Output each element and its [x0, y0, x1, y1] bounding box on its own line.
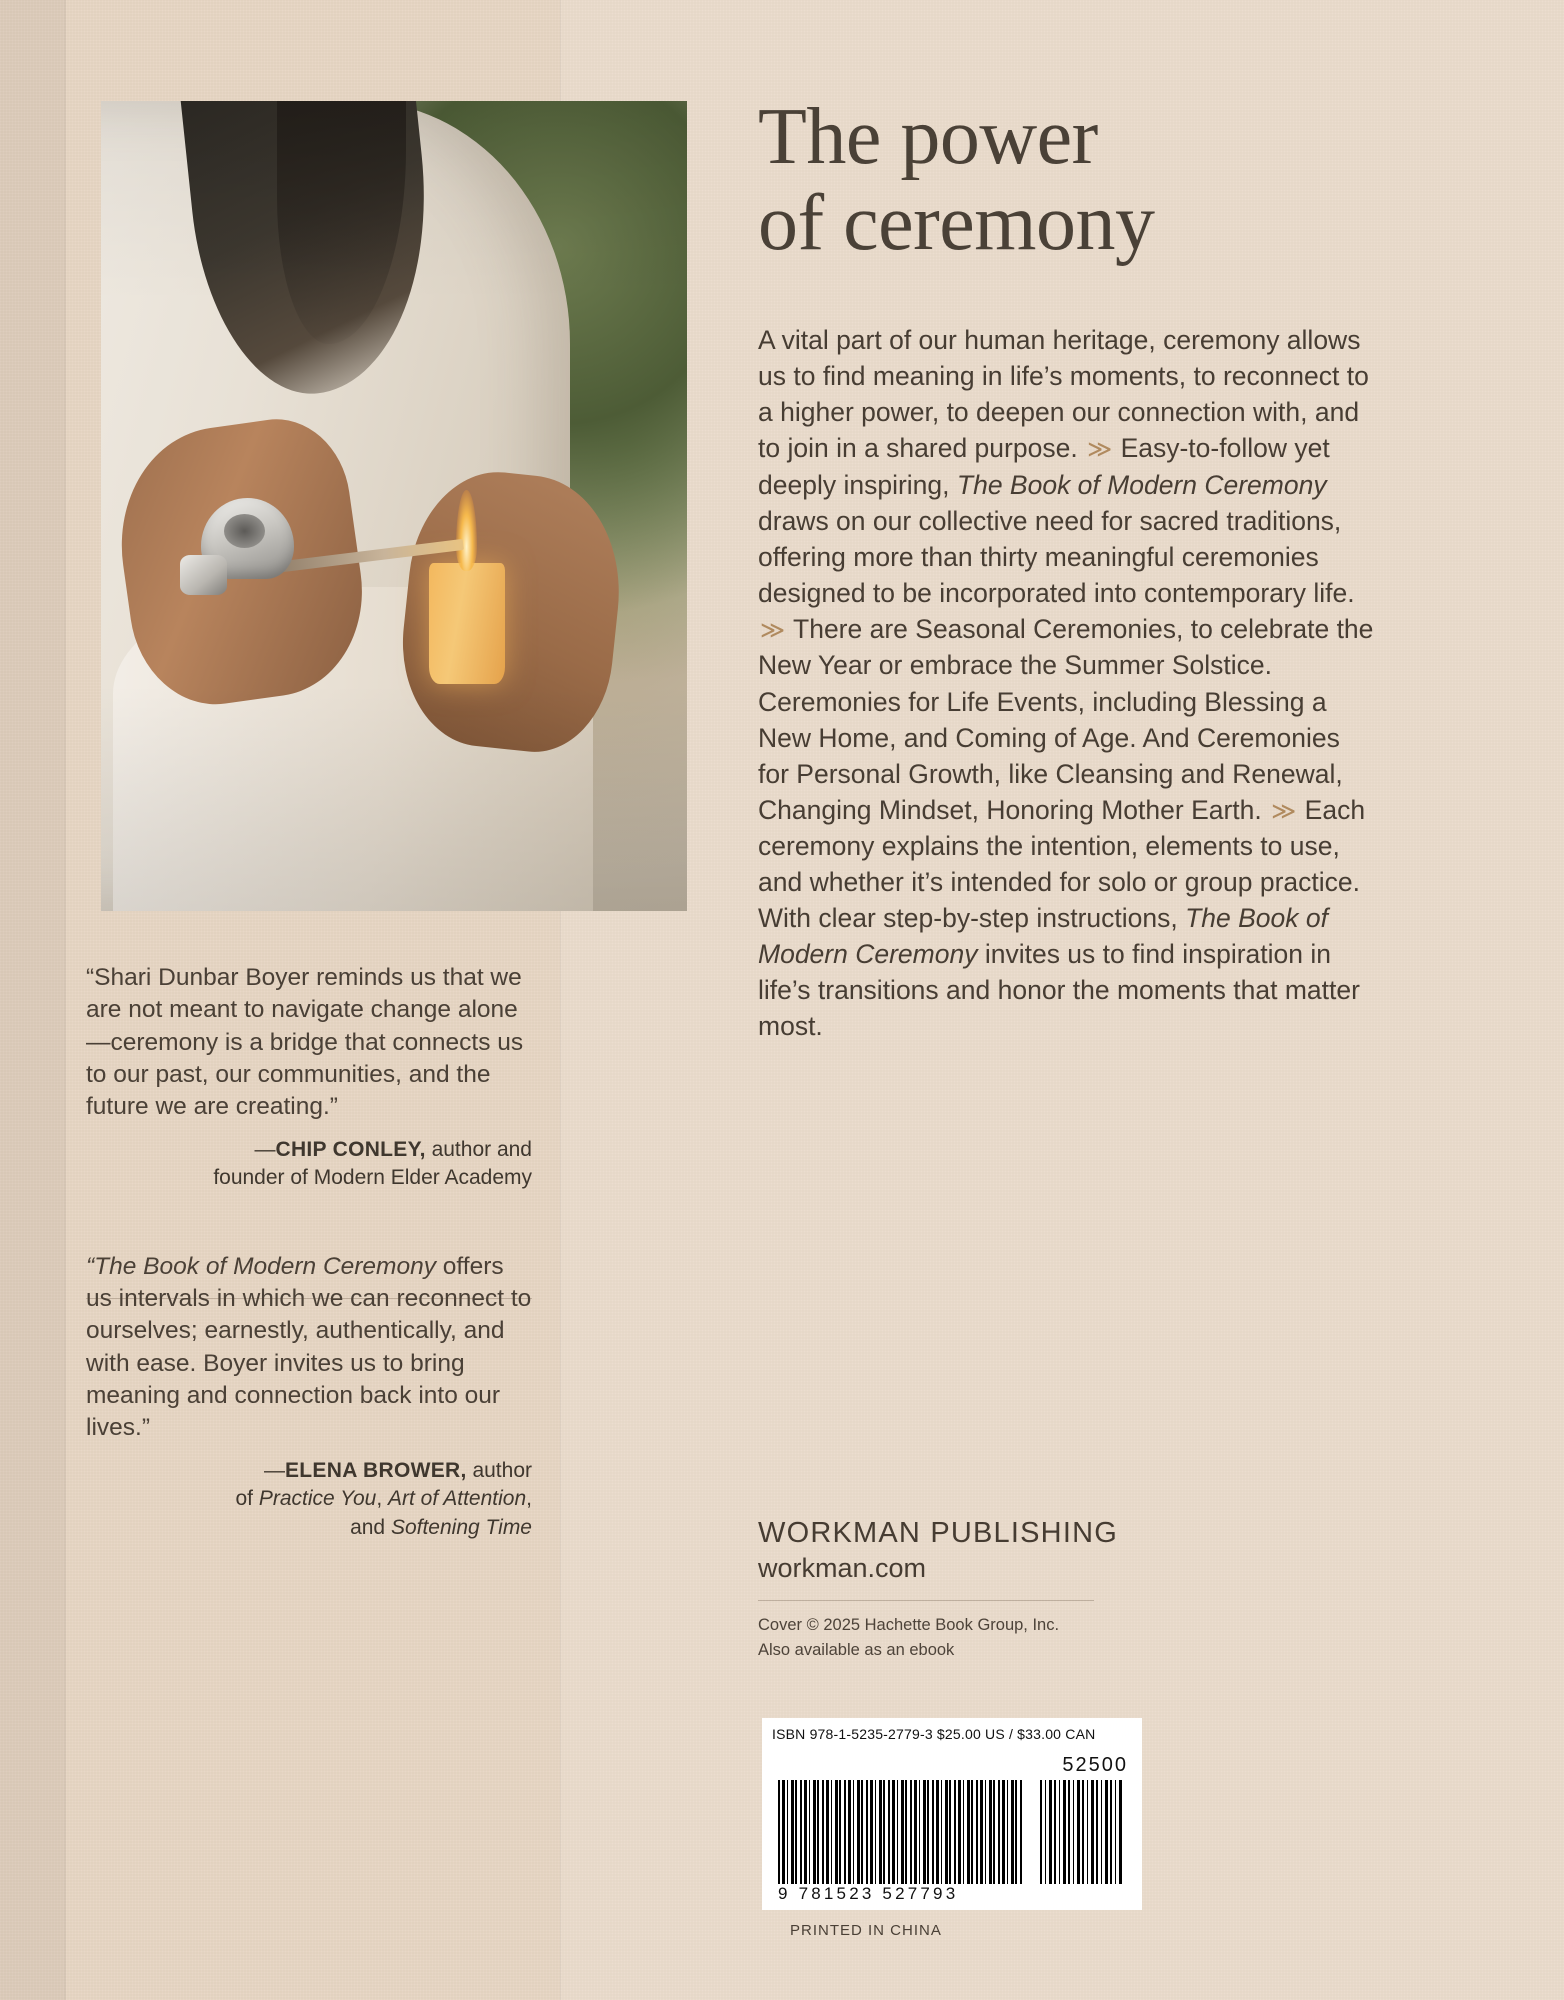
publisher-block [758, 1515, 1458, 1663]
blurb-paragraph-1: A vital part of our human heritage, ceremony allows us to find meaning in life’s moments, to reconnect to a higher power, to deepen our connection with, and to join in a shared purpose. [758, 325, 1369, 464]
quote-block-1 [86, 962, 532, 1193]
barcode-bars-main [778, 1780, 1024, 1884]
quote-text-1: “Shari Dunbar Boyer reminds us that we are not meant to navigate change alone—ceremony is a bridge that connects us to our past, our communities, and the future we are creating.” [86, 964, 524, 1121]
barcode-digits: 9 781523 527793 [778, 1884, 959, 1903]
section-marker-icon-3: ≫ [1271, 797, 1296, 825]
attr-line2-pre-2: of [235, 1487, 259, 1511]
attr-comma-2: , [526, 1487, 532, 1511]
quote-attribution-1 [86, 1136, 532, 1193]
quotes-divider [86, 1298, 532, 1299]
section-marker-icon-1: ≫ [1087, 436, 1112, 464]
attr-line3-pre-2: and [350, 1515, 391, 1539]
quote-text-2 [86, 1251, 532, 1445]
blurb-paragraph-4-post: invites us to find inspiration in life’s transitions and honor the moments that matter most. [758, 939, 1360, 1042]
back-cover-blurb [758, 322, 1378, 1044]
endorsement-quotes [86, 962, 532, 1578]
attr-name-1: CHIP CONLEY, [275, 1137, 426, 1161]
barcode [762, 1718, 1142, 1910]
page-title [758, 95, 1518, 266]
quote-2-title: “The Book of Modern Ceremony [86, 1252, 436, 1280]
attr-dash-1: — [254, 1137, 276, 1161]
barcode-addon-value: 52500 [1062, 1754, 1128, 1776]
publisher-rule [758, 1600, 1094, 1601]
publisher-name: WORKMAN PUBLISHING [758, 1517, 1118, 1549]
attr-dash-2: — [263, 1458, 285, 1482]
attr-book-3: Softening Time [390, 1515, 532, 1539]
blurb-paragraph-3: There are Seasonal Ceremonies, to celebrate the New Year or embrace the Summer Solstice. Ceremonies for Life Events, including Blessing a New Home, and Coming of Age. And Ceremonies for Personal Growth, like Cleansing and Renewal, Changing Mindset, Honoring Mother Earth. [758, 613, 1374, 825]
quote-block-2 [86, 1251, 532, 1543]
attr-book-2: Art of Attention [388, 1487, 527, 1511]
spine-edge-line [64, 0, 66, 2000]
ebook-line: Also available as an ebook [758, 1641, 955, 1660]
attr-line2-1: founder of Modern Elder Academy [213, 1166, 532, 1190]
blurb-paragraph-2-post: draws on our collective need for sacred traditions, offering more than thirty meaningful ceremonies designed to be incorporated into contemporary life. [758, 505, 1355, 608]
copyright-line: Cover © 2025 Hachette Book Group, Inc. [758, 1616, 1060, 1635]
quote-attribution-2 [86, 1457, 532, 1543]
publisher-url[interactable]: workman.com [758, 1553, 927, 1584]
attr-book-1: Practice You [258, 1487, 377, 1511]
blurb-paragraph-2-pre: Easy-to-follow yet deeply inspiring, [758, 433, 1330, 500]
photo-vignette [101, 101, 687, 911]
headline-line-1: The power [758, 93, 1098, 181]
headline-line-2: of ceremony [758, 178, 1155, 267]
book-title-mention-1: The Book of Modern Ceremony [956, 469, 1327, 500]
attr-role-2: author [466, 1458, 532, 1482]
book-title-mention-2: The Book of Modern Ceremony [758, 903, 1328, 970]
cover-photo [101, 101, 687, 911]
attr-role-1: author and [425, 1137, 532, 1161]
printed-in-label: PRINTED IN CHINA [790, 1922, 942, 1939]
attr-name-2: ELENA BROWER, [284, 1458, 467, 1482]
blurb-paragraph-4-pre: Each ceremony explains the intention, elements to use, and whether it’s intended for solo or group practice. With clear step-by-step instructions, [758, 794, 1366, 934]
barcode-isbn-price: ISBN 978-1-5235-2779-3 $25.00 US / $33.00 CAN [772, 1726, 1096, 1742]
spine-band [0, 0, 64, 2000]
section-marker-icon-2: ≫ [760, 616, 785, 644]
barcode-bars-addon [1040, 1780, 1124, 1884]
attr-comma-1: , [376, 1487, 389, 1511]
quote-2-rest: offers us intervals in which we can reconnect to ourselves; earnestly, authentically, and with ease. Boyer invites us to bring meaning and connection back into our lives.” [86, 1252, 532, 1442]
